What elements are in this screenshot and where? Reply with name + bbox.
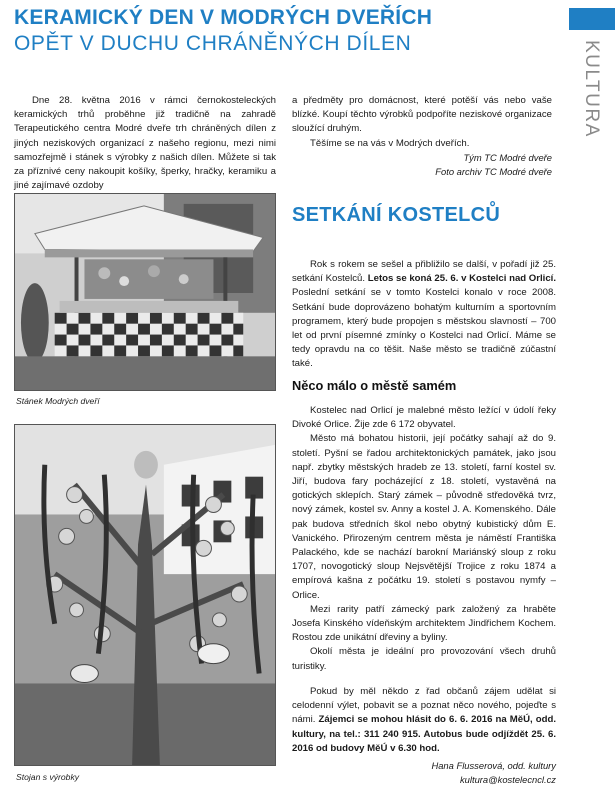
section-label-text: KULTURA: [581, 40, 602, 138]
article-subtitle: OPĚT V DUCHU CHRÁNĚNÝCH DÍLEN: [14, 32, 412, 55]
article1-photo-credit: Foto archiv TC Modré dveře: [435, 166, 552, 178]
article1-closing: Těšíme se na vás v Modrých dveřích.: [310, 137, 470, 149]
article2-intro: [292, 258, 556, 372]
article2-email: kultura@kostelecncl.cz: [459, 774, 556, 786]
article2-p6-start: Pokud by měl někdo z řad občanů zájem udělat si celodenní výlet, pobavit se a poznat něco nového, pojeďte s námi.: [292, 686, 556, 726]
article2-subheading: Něco málo o městě samém: [292, 378, 457, 393]
section-label: [571, 40, 611, 138]
photo-market-stall-caption: Stánek Modrých dveří: [16, 396, 100, 406]
article2-paragraph-2: Kostelec nad Orlicí je malebné město ležící v údolí řeky Divoké Orlice. Žije zde 6 172 obyvatel.: [292, 405, 556, 431]
article1-intro-text: Dne 28. května 2016 v rámci černokosteleckých keramických trhů proběhne již tradičně na zahradě Terapeutického centra Modré dveře trh chráněných dílen z jiných neziskových organizací z našeho regionu, mezi nimi samozřejmě i stánek s výrobky z našich dílen. Můžete si tak za příznivé ceny nakoupit košíky, šperky, hračky, keramiku a jiné zajímavé ozdoby: [14, 95, 276, 192]
article2-title: SETKÁNÍ KOSTELCŮ: [292, 204, 501, 226]
article1-continuation: [292, 94, 552, 179]
article2-trip-info: [292, 685, 556, 756]
article1-continuation-text: a předměty pro domácnost, které potěší vás nebo vaše blízké. Koupí těchto výrobků podpoříte neziskové organizace sloužící druhým.: [292, 95, 552, 135]
article2-paragraph-1: [292, 258, 556, 372]
article2-signature-block: [292, 759, 556, 787]
photo-product-stand: [14, 424, 276, 766]
article2-p1-bold: Letos se koná 25. 6. v Kostelci nad Orlicí.: [367, 273, 557, 285]
article2-paragraph-4: Mezi rarity patří zámecký park založený za hraběte Josefa Kinského vídeňským architektem Jindřichem Kochem. Rostou zde unikátní dřeviny a byliny.: [292, 603, 556, 644]
section-color-tab: [569, 8, 615, 30]
article1-signature: Tým TC Modré dveře: [463, 151, 552, 163]
article-title: KERAMICKÝ DEN V MODRÝCH DVEŘÍCH: [14, 6, 433, 29]
article2-paragraph-3: Město má bohatou historii, její počátky sahají až do 9. století. Pyšní se řadou architektonických památek, jako jsou např. zbytky městských hradeb ze 13. století, farní kostel sv. Jiří, budova fary pocházející z 18. století, vystavěná na gotických sklepích. Starý zámek – původně středověká tvrz, nový zámek, kostel sv. Anny a kostel J. A. Komenského. Dále pak budova středních škol nebo obytný kubistický dům E. Vanického. Přirozeným centrem města je náměstí Františka Palackého, kde se nachází barokní Mariánský sloup z roku 1707, novogotický sloup Nejsvětější Trojice z roku 1874 a empírová kašna z počátku 19. století s postavou nymfy –Orlice.: [292, 433, 556, 601]
article2-paragraph-6: [292, 685, 556, 756]
article2-town-info: [292, 404, 556, 674]
article2-author: Hana Flusserová, odd. kultury: [431, 760, 556, 771]
article1-intro: [14, 94, 276, 193]
article2-p6-bold: Zájemci se mohou hlásit do 6. 6. 2016 na MěÚ, odd. kultury, na tel.: 311 240 915. Autobus bude odjíždět 25. 6. 2016 od budovy MěÚ v 6.30 hod.: [292, 714, 556, 754]
photo-product-stand-caption: Stojan s výrobky: [16, 772, 80, 782]
photo-market-stall: [14, 193, 276, 391]
article2-paragraph-5: Okolí města je ideální pro provozování všech druhů turistiky.: [292, 646, 556, 672]
article2-p1-end: Poslední setkání se v tomto Kostelci konalo v roce 2008. Setkání bude doprovázeno bohatým kulturním a sportovním programem, který bude propojen s městskou slavností – 700 let od první písemné zmínky o Kostelci nad Orlicí. Máme se tedy opravdu na co těšit. Naše město se tradičně zúčastní také.: [292, 287, 556, 370]
article2-p1-start: Rok s rokem se sešel a přibližilo se další, v pořadí již 25. setkání Kostelců.: [292, 259, 556, 285]
